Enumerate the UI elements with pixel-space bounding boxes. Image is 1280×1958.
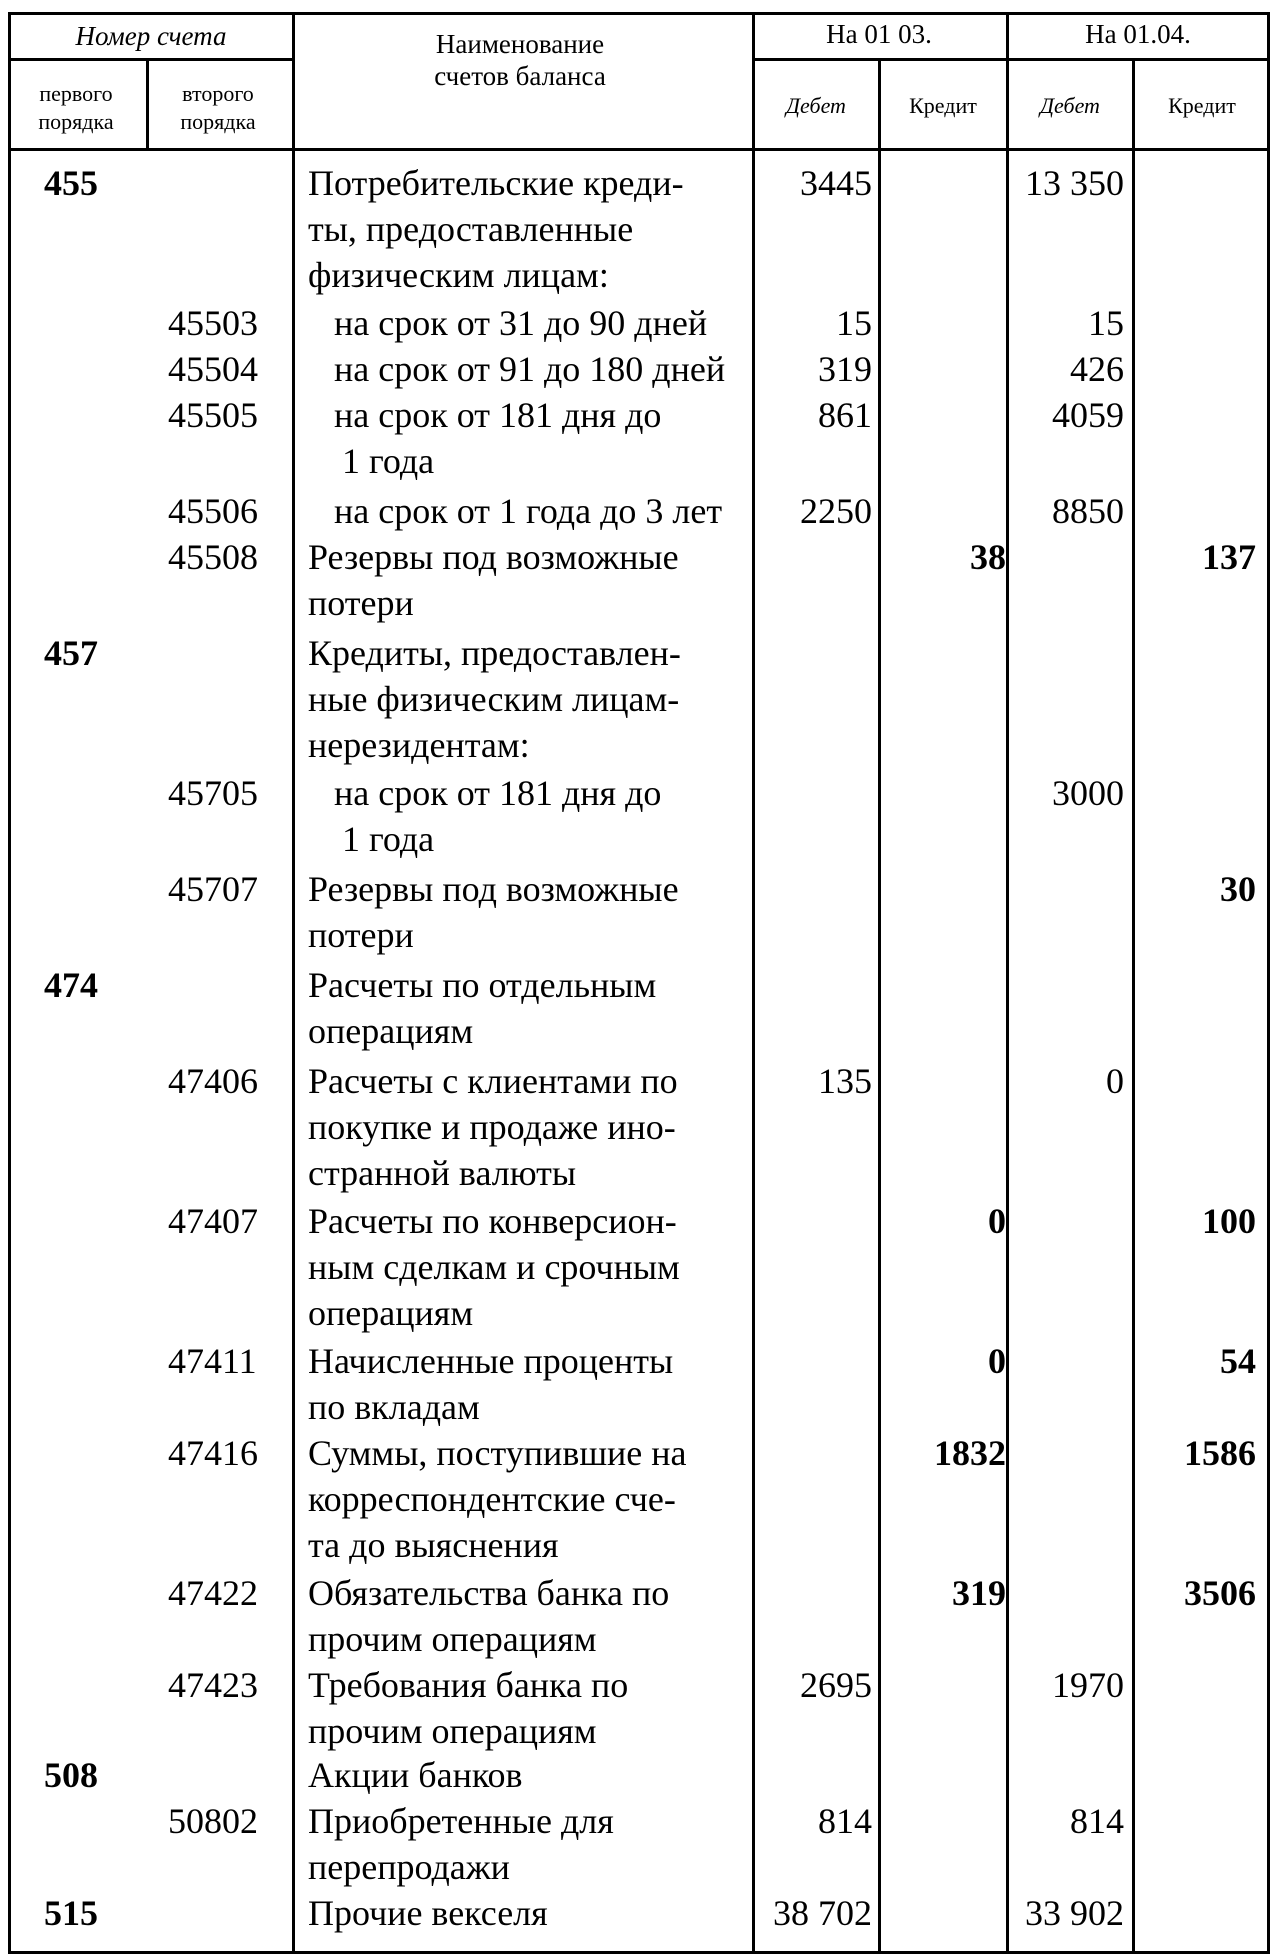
account-name-line: на срок от 181 дня до: [334, 395, 662, 435]
account-name-line: на срок от 1 года до 3 лет: [334, 491, 723, 531]
account-name: [334, 770, 794, 862]
header-period-2: На 01.04.: [1085, 19, 1191, 49]
first-order-account: 457: [44, 633, 98, 673]
account-name: [308, 1752, 768, 1798]
second-order-account: 45508: [168, 537, 258, 577]
account-name-line: Обязательства банка по: [308, 1573, 670, 1613]
account-name-line: на срок от 31 до 90 дней: [334, 303, 708, 343]
second-order-account: 45707: [168, 869, 258, 909]
second-order-account: 45504: [168, 349, 258, 389]
account-name-line: 1 года: [342, 819, 435, 859]
credit-period-1: 0: [988, 1201, 1006, 1241]
header-divider-top: [8, 58, 294, 61]
credit-period-1: 1832: [934, 1433, 1006, 1473]
account-name-line: ты, предоставленные: [308, 209, 634, 249]
second-order-account: 47407: [168, 1201, 258, 1241]
first-order-account: 508: [44, 1755, 98, 1795]
header-credit-2: Кредит: [1168, 93, 1236, 118]
account-name: [308, 1798, 768, 1890]
account-name-line: на срок от 91 до 180 дней: [334, 349, 726, 389]
header-first-order: первого порядка: [38, 81, 114, 134]
credit-period-2: 54: [1220, 1341, 1256, 1381]
account-name-line: ные физическим лицам-: [308, 679, 680, 719]
account-name-line: Расчеты по конверсион-: [308, 1201, 677, 1241]
debit-period-1: 15: [836, 303, 872, 343]
account-name-line: ным сделкам и срочным: [308, 1247, 680, 1287]
col-divider-1: [146, 58, 149, 148]
account-name-line: на срок от 181 дня до: [334, 773, 662, 813]
account-name-line: Требования банка по: [308, 1665, 629, 1705]
second-order-account: 45505: [168, 395, 258, 435]
debit-period-2: 814: [1070, 1801, 1124, 1841]
account-name: [334, 346, 794, 392]
credit-period-1: 38: [970, 537, 1006, 577]
debit-period-2: 0: [1106, 1061, 1124, 1101]
account-name-line: операциям: [308, 1011, 474, 1051]
account-name: [308, 1198, 768, 1336]
debit-period-2: 8850: [1052, 491, 1124, 531]
debit-period-1: 814: [818, 1801, 872, 1841]
debit-period-1: 3445: [800, 163, 872, 203]
col-divider-5: [1006, 12, 1009, 1954]
credit-period-2: 1586: [1184, 1433, 1256, 1473]
debit-period-2: 4059: [1052, 395, 1124, 435]
account-name-line: Кредиты, предоставлен-: [308, 633, 681, 673]
debit-period-1: 2250: [800, 491, 872, 531]
second-order-account: 47406: [168, 1061, 258, 1101]
credit-period-2: 137: [1202, 537, 1256, 577]
account-name: [308, 1570, 768, 1662]
account-name: [308, 630, 768, 768]
debit-period-1: 135: [818, 1061, 872, 1101]
debit-period-2: 15: [1088, 303, 1124, 343]
account-name-line: нерезидентам:: [308, 725, 530, 765]
account-name-line: перепродажи: [308, 1847, 510, 1887]
account-name: [308, 1338, 768, 1430]
debit-period-2: 1970: [1052, 1665, 1124, 1705]
credit-period-2: 30: [1220, 869, 1256, 909]
account-name: [308, 1662, 768, 1754]
account-name-line: потери: [308, 915, 414, 955]
account-name-line: прочим операциям: [308, 1711, 597, 1751]
header-account-number: Номер счета: [75, 21, 227, 51]
account-name: [308, 534, 768, 626]
account-name: [334, 392, 794, 484]
first-order-account: 455: [44, 163, 98, 203]
account-name-line: Суммы, поступившие на: [308, 1433, 687, 1473]
account-name-line: Начисленные проценты: [308, 1341, 674, 1381]
account-name: [308, 962, 768, 1054]
account-name-line: операциям: [308, 1293, 474, 1333]
second-order-account: 45705: [168, 773, 258, 813]
account-name-line: Резервы под возможные: [308, 869, 679, 909]
account-name: [334, 300, 794, 346]
header-credit-1: Кредит: [909, 93, 977, 118]
account-name-line: прочим операциям: [308, 1619, 597, 1659]
header-account-name: Наименование счетов баланса: [434, 29, 606, 91]
second-order-account: 47422: [168, 1573, 258, 1613]
second-order-account: 47416: [168, 1433, 258, 1473]
account-name: [308, 1058, 768, 1196]
debit-period-1: 319: [818, 349, 872, 389]
col-divider-6: [1132, 58, 1135, 1954]
account-name-line: Прочие векселя: [308, 1893, 548, 1933]
second-order-account: 47411: [168, 1341, 257, 1381]
credit-period-1: 319: [952, 1573, 1006, 1613]
account-name: [308, 866, 768, 958]
debit-period-2: 33 902: [1025, 1893, 1124, 1933]
account-name-line: Расчеты с клиентами по: [308, 1061, 678, 1101]
account-name-line: та до выяснения: [308, 1525, 559, 1565]
header-debit-1: Дебет: [786, 93, 846, 118]
header-debit-2: Дебет: [1040, 93, 1100, 118]
debit-period-2: 426: [1070, 349, 1124, 389]
col-divider-4: [878, 58, 881, 1954]
header-bottom-line: [8, 148, 1270, 151]
credit-period-2: 3506: [1184, 1573, 1256, 1613]
account-name-line: Расчеты по отдельным: [308, 965, 657, 1005]
first-order-account: 515: [44, 1893, 98, 1933]
account-name: [308, 160, 768, 298]
account-name-line: Акции банков: [308, 1755, 523, 1795]
account-name-line: корреспондентские сче-: [308, 1479, 676, 1519]
second-order-account: 45506: [168, 491, 258, 531]
credit-period-2: 100: [1202, 1201, 1256, 1241]
account-name: [334, 488, 794, 534]
credit-period-1: 0: [988, 1341, 1006, 1381]
second-order-account: 47423: [168, 1665, 258, 1705]
account-name-line: странной валюты: [308, 1153, 577, 1193]
account-name-line: Резервы под возможные: [308, 537, 679, 577]
header-period-1: На 01 03.: [826, 19, 932, 49]
account-name-line: Потребительские креди-: [308, 163, 684, 203]
debit-period-2: 13 350: [1025, 163, 1124, 203]
account-name-line: покупке и продаже ино-: [308, 1107, 676, 1147]
debit-period-1: 38 702: [773, 1893, 872, 1933]
account-name: [308, 1890, 768, 1936]
second-order-account: 50802: [168, 1801, 258, 1841]
account-name-line: потери: [308, 583, 414, 623]
second-order-account: 45503: [168, 303, 258, 343]
debit-period-1: 2695: [800, 1665, 872, 1705]
account-name-line: Приобретенные для: [308, 1801, 614, 1841]
account-name: [308, 1430, 768, 1568]
col-divider-2: [292, 12, 295, 1954]
header-divider-periods: [752, 58, 1270, 61]
debit-period-1: 861: [818, 395, 872, 435]
debit-period-2: 3000: [1052, 773, 1124, 813]
account-name-line: по вкладам: [308, 1387, 480, 1427]
header-second-order: второго порядка: [180, 81, 256, 134]
account-name-line: 1 года: [342, 441, 435, 481]
account-name-line: физическим лицам:: [308, 255, 609, 295]
first-order-account: 474: [44, 965, 98, 1005]
